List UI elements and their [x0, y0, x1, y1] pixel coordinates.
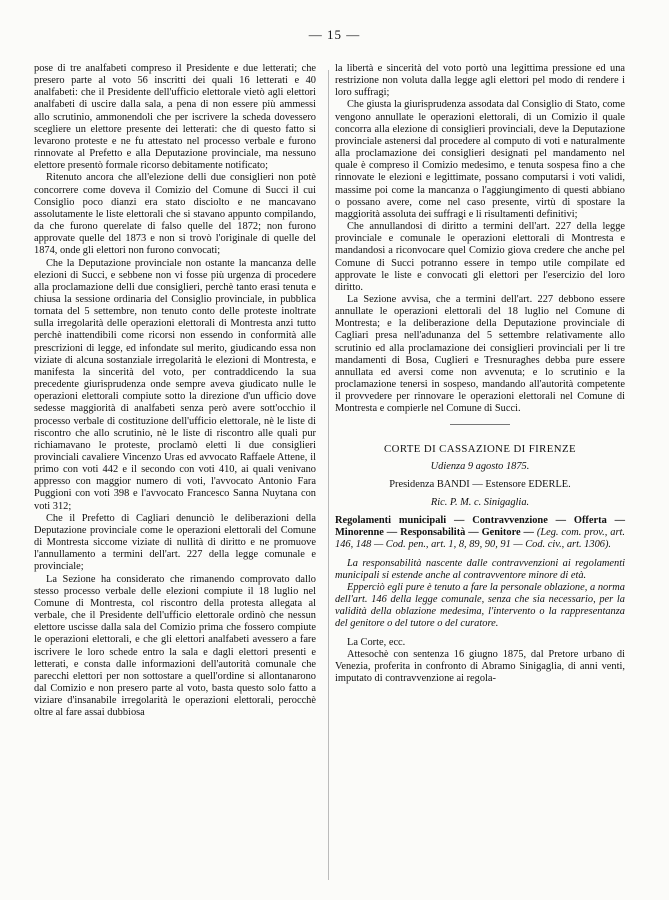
page-number: — 15 —: [308, 27, 361, 42]
paragraph: Ritenuto ancora che all'elezione delli due consiglieri non potè concorrere come doveva il Comizio del Comune di Succi il cui Consiglio poco dianzi era stato disciolto e ne mancavano assolutamente le liste elettorali che si stavano appunto compilando, da che furono querelate di falso quelle del 1872; non furono approvate quelle del 1873 e non si trovò l'originale di quelle del 1874, onde gli elettori non furono convocati;: [34, 172, 316, 257]
parties: Ric. P. M. c. Sinigaglia.: [430, 497, 530, 508]
presidency: Presidenza BANDI — Estensore EDERLE.: [389, 478, 571, 490]
hearing-date: Udienza 9 agosto 1875.: [430, 460, 530, 472]
paragraph: Attesochè con sentenza 16 giugno 1875, dal Pretore urbano di Venezia, proferita in confronto di Abramo Sinigaglia, di anni venti, imputato di contravvenzione ai regola-: [335, 648, 625, 685]
headnote-references: (Leg. com. prov., art. 146, 148 — Cod. pen., art. 1, 8, 89, 90, 91 — Cod. civ., art. 1306).: [335, 527, 625, 551]
headnote: [335, 515, 625, 551]
paragraph: La Sezione avvisa, che a termini dell'art. 227 debbono essere annullate le operazioni elettorali del 18 luglio nel Comune di Montresta; e la deliberazione della Deputazione provinciale di Cagliari presa nell'adunanza del 5 settembre relativamente allo scrutinio ed alla proclamazione dei consiglieri provinciali per li tre mandamenti di Bosa, Cuglieri e Tresnuraghes debba pure essere annullata ed aversi come non avvenuta; e lo scrutinio e la proclamazione tenersi in sospeso, mandando all'autorità competente il provvedere per rinnovare le operazioni elettorali nel Comune di Montresta e compierle nel Comune di Succi.: [335, 293, 625, 415]
right-column: [335, 63, 625, 685]
section-rule: [450, 424, 510, 425]
maxim: La responsabilità nascente dalle contravvenzioni ai regolamenti municipali si estende anche al contravventore minore di età.: [335, 557, 625, 581]
court-title: CORTE DI CASSAZIONE DI FIRENZE: [384, 442, 576, 455]
column-divider: [328, 70, 329, 880]
paragraph: Che il Prefetto di Cagliari denunciò le deliberazioni della Deputazione provinciale come le operazioni elettorali del Comune di Montresta siccome viziate di nullità di diritto e ne promuove l'annullamento a termini dell'art. 227 della legge comunale e provinciale;: [34, 512, 316, 573]
maxim: Epperciò egli pure è tenuto a fare la personale oblazione, a norma dell'art. 146 della legge comunale, senza che sia necessario, per la validità della oblazione medesima, l'intervento o la rappresentanza del genitore o del tutore o del curatore.: [335, 581, 625, 630]
paragraph: Che giusta la giurisprudenza assodata dal Consiglio di Stato, come vengono annullate le operazioni elettorali, di un Comizio il quale concorra alla elezione di consiglieri provinciali, deve la Deputazione provinciale astenersi dal procedere al computo di voti e naturalmente alla proclamazione dei consiglieri designati pel mandamento nel quale è compreso il Comizio medesimo, e tenuta sospesa fino a che rinnovate le elezioni e legittimate, possano computarsi i voti validi, massime poi come la mancanza o l'aggiungimento di questi abbiano o possano avere, come nel caso presente, virtù di spostare la maggiorità assoluta dei suffragi e li risultamenti definitivi;: [335, 99, 625, 220]
paragraph: Che annullandosi di diritto a termini dell'art. 227 della legge provinciale e comunale le operazioni elettorali di Montresta e mandandosi a riconvocare quel Comizio giova credere che anche pel Comune di Succi potranno essere in tempo utile compilate ed approvate le liste e convocati gli elettori per l'esercizio del loro diritto.: [335, 221, 625, 293]
paragraph: la libertà e sincerità del voto portò una legittima pressione ed una restrizione non voluta dalla legge agli elettori pel modo di rendere i loro suffragi;: [335, 63, 625, 99]
headnote-keywords: Regolamenti municipali — Contravvenzione — Offerta — Minorenne — Responsabilità — Genitore —: [335, 515, 625, 539]
paragraph: pose di tre analfabeti compreso il Presidente e due letterati; che presero parte al voto 56 inscritti dei quali 16 letterati e 40 analfabeti: che il Presidente dell'ufficio elettorale vietò agli elettori analfabeti di uscire dalla sala, a pena di non essere più ammessi allo scrutinio, ammonendoli che per iscrivere la scheda dovessero scegliere un elettore presente dei letterati: che di questo fatto si levarono proteste e ne fu attestato nel processo verbale e furono rinnovate al Prefetto e alla Deputazione provinciale, ma nessuno elettore presentò formale ricorso debitamente notificato;: [34, 63, 316, 172]
paragraph: La Sezione ha considerato che rimanendo comprovato dallo stesso processo verbale delle elezioni compiute il 18 luglio nel Comune di Montresta, col riscontro della protesta allegata al verbale, che il Presidente dell'ufficio elettorale ordinò che nessun elettore uscisse dalla sala del Comizio prima che fossero compiute le operazioni elettorali, e che gli elettori analfabeti avessero a fare iscrivere le loro schede entro la sala e dagli elettori presenti e letterati, e consta dalle informazioni dell'autorità comunale che parecchi elettori per non sottostare a quell'ordine si allontanarono dal Comizio e non presero parte al voto, basta questo solo fatto a viziare d'insanabile irregolarità le operazioni elettorali, perocchè oltre al fare assai dubbiosa: [34, 573, 316, 719]
paragraph: Che la Deputazione provinciale non ostante la mancanza delle elezioni di Succi, e sebbene non vi fosse più urgenza di procedere alla proclamazione delli due consiglieri, perchè tanto erasi tenuta e chiusa la sessione ordinaria del Consiglio provinciale, in pubblica tornata del 5 settembre, non tenuto conto delle proteste inoltrate sulla irregolarità delle operazioni elettorali di Montresta anzi tutto perchè inattendibili come ricorsi non essendo in conformità alle prescrizioni di legge, ed infondate sul merito, giudicando essa non viziate di alcuna sostanziale irregolarità le elezioni di Montresta, e manifesta la sincerità del voto, per contraddicendo la sua precedente giurisprudenza onde sempre aveva giudicato nulle le operazioni elettorali compiute sotto la direzione d'un ufficio dove sedesse maggiorità di analfabeti senza però avere sott'occhio il processo verbale di costituzione dell'ufficio elettorale, nè le liste di riscontro che allo scrutinio, nè le liste di riscontro alle quali pur richiamavano le proteste, proclamò eletti li due consiglieri provinciali cavaliere Vincenzo Uras ed avvocato Raffaele Attene, il primo con voti 442 e il secondo con voti 410, ai quali venivano appresso con maggior numero di voti, l'avvocato Antonio Fara Puggioni con voti 398 e l'avvocato Francesco Sanna Nuytana con voti 312;: [34, 257, 316, 512]
left-column: [34, 63, 316, 719]
court-intro: La Corte, ecc.: [347, 636, 406, 648]
